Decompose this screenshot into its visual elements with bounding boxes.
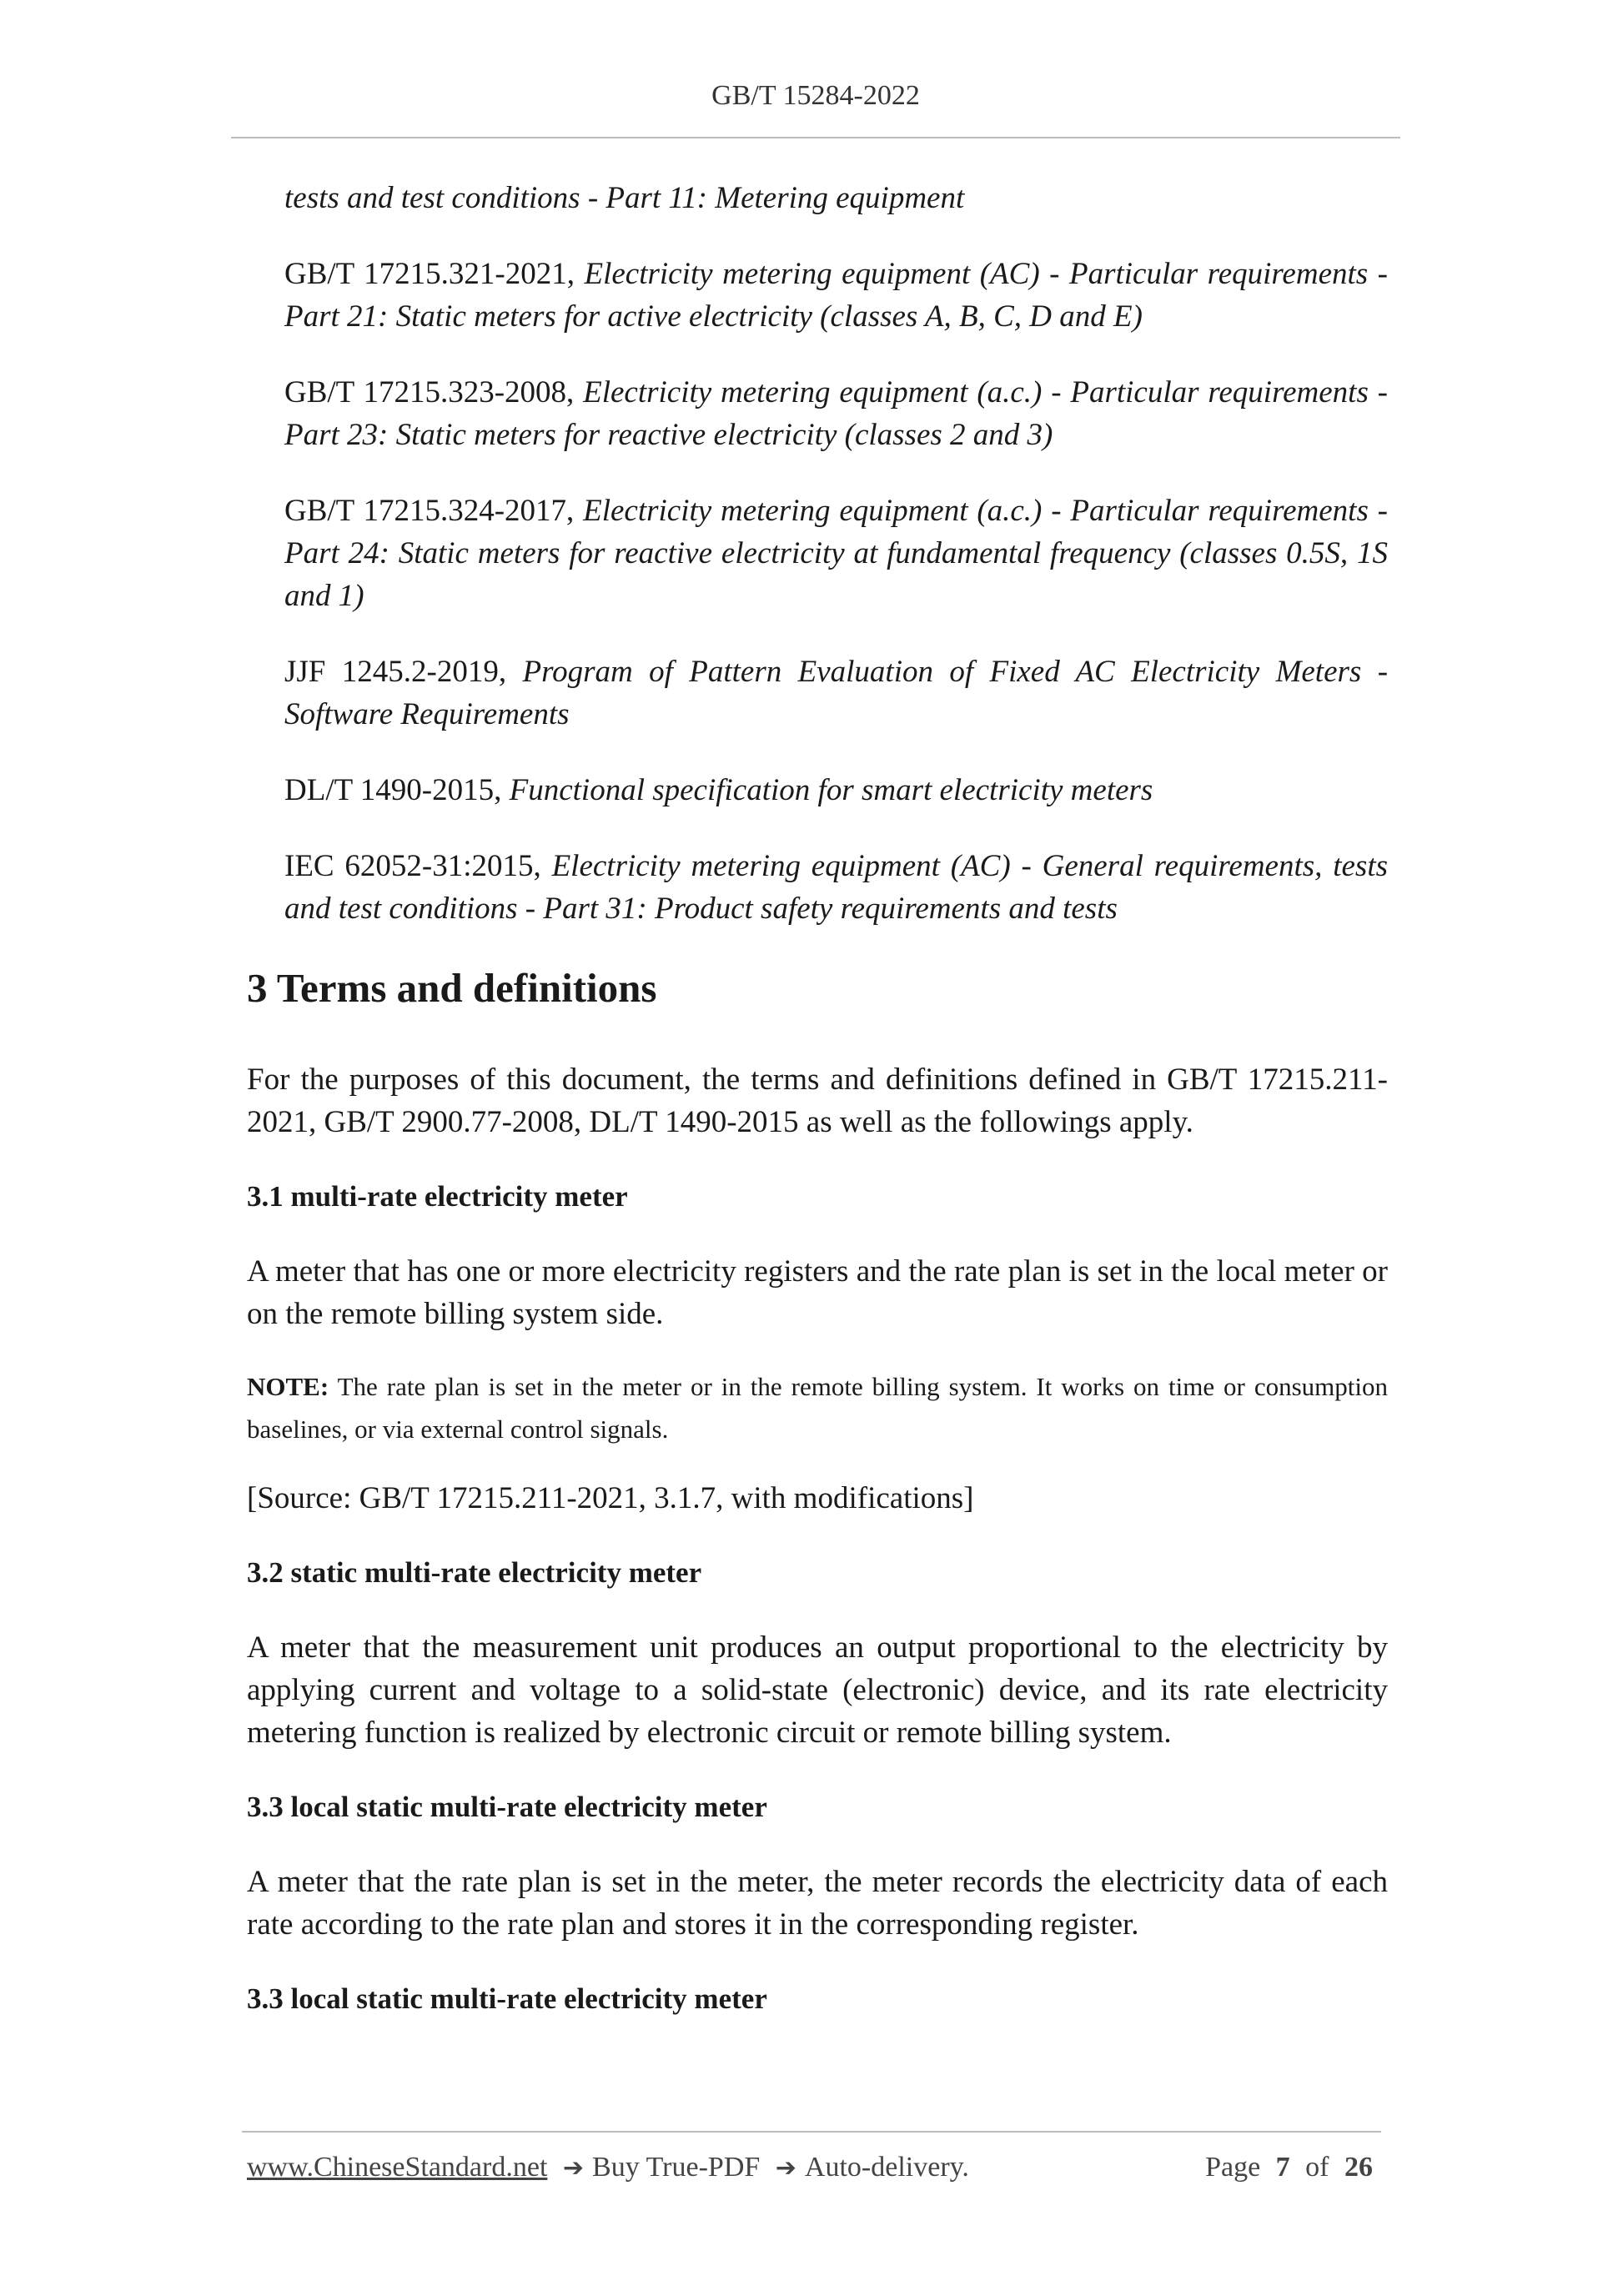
page-total: 26 <box>1344 2152 1373 2183</box>
term-entry <box>247 1979 1388 2019</box>
footer-promo <box>247 2152 969 2183</box>
site-link[interactable]: www.ChineseStandard.net <box>247 2152 548 2183</box>
term-heading: 3.2 static multi-rate electricity meter <box>247 1556 702 1589</box>
term-definition: A meter that the measurement unit produces an output proportional to the electricity by applying current and voltage to a solid-state (electronic) device, and its rate electricity metering function is realized by electronic circuit or remote billing system. <box>247 1630 1388 1750</box>
reference-code: IEC 62052-31:2015, <box>284 849 541 883</box>
arrow-right-icon: ➔ <box>775 2153 796 2183</box>
header-divider <box>231 137 1400 138</box>
delivery-text: Auto-delivery. <box>804 2152 969 2183</box>
reference-title: Electricity metering equipment (a.c.) - Particular requirements - Part 23: Static meters for reactive electricity (classes 2 and 3) <box>284 375 1388 452</box>
reference-item <box>284 490 1388 617</box>
term-heading: 3.3 local static multi-rate electricity meter <box>247 1982 767 2015</box>
reference-code: JJF 1245.2-2019, <box>284 655 507 689</box>
reference-title: Electricity metering equipment (a.c.) - Particular requirements - Part 24: Static meters for reactive electricity at fundamental frequency (classes 0.5S, 1S and 1) <box>284 494 1388 613</box>
standard-code: GB/T 15284-2022 <box>711 80 920 111</box>
note-label: NOTE: <box>247 1372 329 1401</box>
reference-title: Electricity metering equipment (AC) - Particular requirements - Part 21: Static meters for active electricity (classes A, B, C, D and E) <box>284 257 1389 334</box>
reference-title: Program of Pattern Evaluation of Fixed AC Electricity Meters - Software Requirements <box>284 655 1389 731</box>
term-definition: A meter that the rate plan is set in the meter, the meter records the electricity data of each rate according to the rate plan and stores it in the corresponding register. <box>247 1865 1388 1942</box>
term-heading: 3.1 multi-rate electricity meter <box>247 1180 628 1213</box>
footer-divider <box>242 2131 1381 2133</box>
term-source: [Source: GB/T 17215.211-2021, 3.1.7, with modifications] <box>247 1481 974 1515</box>
buy-text: Buy True-PDF <box>592 2152 761 2183</box>
page-header <box>231 80 1400 112</box>
reference-code: GB/T 17215.321-2021, <box>284 257 575 291</box>
term-definition: A meter that has one or more electricity registers and the rate plan is set in the local meter or on the remote billing system side. <box>247 1254 1388 1331</box>
reference-code: GB/T 17215.323-2008, <box>284 375 575 409</box>
arrow-right-icon: ➔ <box>562 2153 585 2183</box>
term-entry <box>247 1177 1388 1520</box>
reference-continuation <box>284 177 1388 219</box>
note-text: The rate plan is set in the meter or in the remote billing system. It works on time or consumption baselines, or via external control signals. <box>247 1372 1388 1444</box>
page-current: 7 <box>1275 2152 1290 2183</box>
reference-code: DL/T 1490-2015, <box>284 773 502 807</box>
term-heading: 3.3 local static multi-rate electricity meter <box>247 1791 767 1823</box>
page-word: Page <box>1205 2152 1261 2183</box>
reference-code: GB/T 17215.324-2017, <box>284 494 575 528</box>
normative-references-list <box>284 177 1388 930</box>
reference-item <box>284 651 1388 736</box>
reference-title: Electricity metering equipment (AC) - General requirements, tests and test conditions - Part 31: Product safety requirements and tests <box>284 849 1388 926</box>
term-note <box>247 1365 1388 1450</box>
reference-item <box>284 845 1388 930</box>
reference-title: tests and test conditions - Part 11: Metering equipment <box>284 181 965 215</box>
reference-item <box>284 769 1388 811</box>
reference-item <box>284 371 1388 456</box>
page-footer <box>247 2152 1381 2183</box>
section-heading: 3 Terms and definitions <box>247 965 657 1011</box>
reference-item <box>284 253 1388 338</box>
page-counter <box>1205 2152 1381 2183</box>
of-word: of <box>1305 2152 1329 2183</box>
document-body <box>247 177 1388 2052</box>
term-entry <box>247 1787 1388 1946</box>
term-entry <box>247 1553 1388 1754</box>
section-intro: For the purposes of this document, the terms and definitions defined in GB/T 17215.211-2021, GB/T 2900.77-2008, DL/T 1490-2015 as well as the followings apply. <box>247 1063 1388 1139</box>
reference-title: Functional specification for smart electricity meters <box>509 773 1153 807</box>
